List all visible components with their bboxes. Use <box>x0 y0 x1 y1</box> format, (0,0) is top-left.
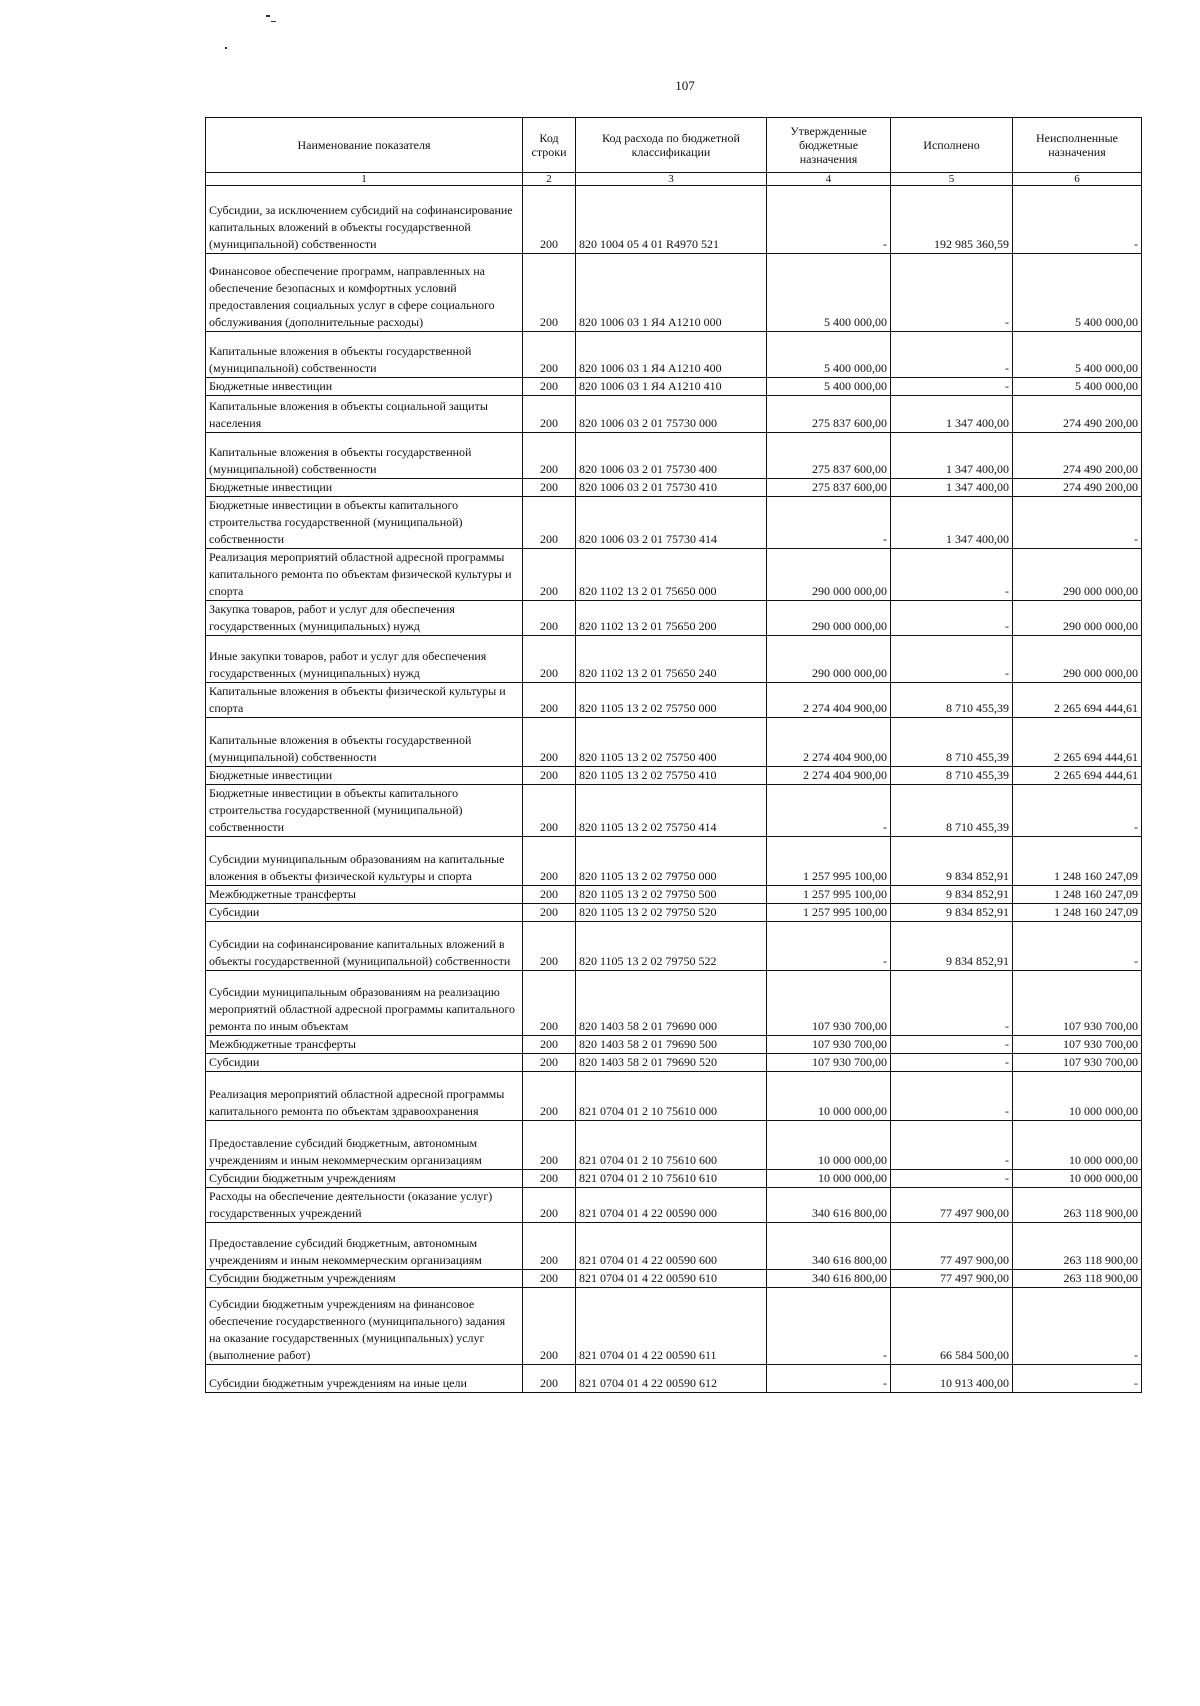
row-line-code: 200 <box>523 1223 576 1270</box>
row-approved-amount: 290 000 000,00 <box>767 636 891 683</box>
row-approved-amount: - <box>767 1365 891 1393</box>
row-indicator-name: Закупка товаров, работ и услуг для обеспечения государственных (муниципальных) нужд <box>206 601 523 636</box>
row-indicator-name: Субсидии бюджетным учреждениям на иные цели <box>206 1365 523 1393</box>
row-line-code: 200 <box>523 396 576 433</box>
row-approved-amount: 5 400 000,00 <box>767 254 891 332</box>
row-indicator-name: Субсидии <box>206 904 523 922</box>
row-budget-code: 820 1006 03 1 Я4 А1210 000 <box>576 254 767 332</box>
row-executed-amount: 1 347 400,00 <box>891 497 1013 549</box>
table-row <box>206 396 1142 433</box>
row-executed-amount: 9 834 852,91 <box>891 886 1013 904</box>
table-row <box>206 1365 1142 1393</box>
table-row <box>206 971 1142 1036</box>
row-executed-amount: - <box>891 1121 1013 1170</box>
row-approved-amount: 5 400 000,00 <box>767 378 891 396</box>
row-indicator-name: Иные закупки товаров, работ и услуг для обеспечения государственных (муниципальных) нужд <box>206 636 523 683</box>
row-executed-amount: - <box>891 1054 1013 1072</box>
row-approved-amount: 290 000 000,00 <box>767 601 891 636</box>
row-unexecuted-amount: - <box>1013 186 1142 254</box>
row-indicator-name: Бюджетные инвестиции <box>206 479 523 497</box>
row-budget-code: 820 1006 03 1 Я4 А1210 400 <box>576 332 767 378</box>
row-line-code: 200 <box>523 378 576 396</box>
row-budget-code: 820 1105 13 2 02 79750 000 <box>576 837 767 886</box>
row-indicator-name: Межбюджетные трансферты <box>206 1036 523 1054</box>
row-budget-code: 820 1006 03 1 Я4 А1210 410 <box>576 378 767 396</box>
row-line-code: 200 <box>523 1072 576 1121</box>
row-executed-amount: - <box>891 636 1013 683</box>
row-approved-amount: - <box>767 922 891 971</box>
row-unexecuted-amount: 263 118 900,00 <box>1013 1270 1142 1288</box>
column-number: 4 <box>767 173 891 186</box>
table-row <box>206 1121 1142 1170</box>
row-line-code: 200 <box>523 1170 576 1188</box>
table-row <box>206 1270 1142 1288</box>
table-row <box>206 1036 1142 1054</box>
row-executed-amount: 8 710 455,39 <box>891 718 1013 767</box>
row-unexecuted-amount: - <box>1013 1365 1142 1393</box>
row-unexecuted-amount: 1 248 160 247,09 <box>1013 886 1142 904</box>
row-indicator-name: Субсидии бюджетным учреждениям <box>206 1270 523 1288</box>
row-executed-amount: 77 497 900,00 <box>891 1270 1013 1288</box>
row-unexecuted-amount: 2 265 694 444,61 <box>1013 683 1142 718</box>
table-row <box>206 1072 1142 1121</box>
row-executed-amount: 77 497 900,00 <box>891 1188 1013 1223</box>
row-approved-amount: 107 930 700,00 <box>767 971 891 1036</box>
header-row <box>206 118 1142 173</box>
row-budget-code: 820 1006 03 2 01 75730 410 <box>576 479 767 497</box>
row-line-code: 200 <box>523 497 576 549</box>
row-executed-amount: - <box>891 971 1013 1036</box>
row-approved-amount: - <box>767 785 891 837</box>
row-approved-amount: 275 837 600,00 <box>767 433 891 479</box>
table-row <box>206 1054 1142 1072</box>
header-approved: Утвержденные бюджетные назначения <box>767 118 891 173</box>
row-budget-code: 820 1102 13 2 01 75650 000 <box>576 549 767 601</box>
row-budget-code: 820 1403 58 2 01 79690 520 <box>576 1054 767 1072</box>
table-row <box>206 549 1142 601</box>
row-budget-code: 820 1006 03 2 01 75730 400 <box>576 433 767 479</box>
row-line-code: 200 <box>523 922 576 971</box>
row-executed-amount: - <box>891 1170 1013 1188</box>
row-indicator-name: Бюджетные инвестиции в объекты капитального строительства государственной (муниципальной) собственности <box>206 497 523 549</box>
table-row <box>206 785 1142 837</box>
row-approved-amount: - <box>767 186 891 254</box>
row-unexecuted-amount: 2 265 694 444,61 <box>1013 718 1142 767</box>
row-approved-amount: 275 837 600,00 <box>767 479 891 497</box>
header-executed: Исполнено <box>891 118 1013 173</box>
row-budget-code: 821 0704 01 2 10 75610 610 <box>576 1170 767 1188</box>
row-approved-amount: 290 000 000,00 <box>767 549 891 601</box>
row-indicator-name: Реализация мероприятий областной адресной программы капитального ремонта по объектам здравоохранения <box>206 1072 523 1121</box>
row-line-code: 200 <box>523 785 576 837</box>
row-approved-amount: 107 930 700,00 <box>767 1054 891 1072</box>
row-budget-code: 821 0704 01 4 22 00590 612 <box>576 1365 767 1393</box>
table-row <box>206 479 1142 497</box>
row-unexecuted-amount: 107 930 700,00 <box>1013 1036 1142 1054</box>
row-indicator-name: Субсидии бюджетным учреждениям на финансовое обеспечение государственного (муниципального) задания на оказание государственных (муниципальных) услуг (выполнение работ) <box>206 1288 523 1365</box>
row-indicator-name: Финансовое обеспечение программ, направленных на обеспечение безопасных и комфортных условий предоставления социальных услуг в сфере социального обслуживания (дополнительные расходы) <box>206 254 523 332</box>
row-approved-amount: 107 930 700,00 <box>767 1036 891 1054</box>
row-unexecuted-amount: 290 000 000,00 <box>1013 549 1142 601</box>
row-unexecuted-amount: 5 400 000,00 <box>1013 378 1142 396</box>
table-row <box>206 1188 1142 1223</box>
page-number: 107 <box>675 78 695 93</box>
row-unexecuted-amount: - <box>1013 1288 1142 1365</box>
budget-report-table <box>205 117 1142 1393</box>
column-number: 5 <box>891 173 1013 186</box>
row-executed-amount: 1 347 400,00 <box>891 479 1013 497</box>
row-budget-code: 820 1006 03 2 01 75730 414 <box>576 497 767 549</box>
column-number: 6 <box>1013 173 1142 186</box>
row-executed-amount: - <box>891 378 1013 396</box>
row-approved-amount: - <box>767 1288 891 1365</box>
row-indicator-name: Субсидии <box>206 1054 523 1072</box>
scan-speck <box>225 47 227 49</box>
row-approved-amount: 340 616 800,00 <box>767 1223 891 1270</box>
table-row <box>206 683 1142 718</box>
row-indicator-name: Субсидии муниципальным образованиям на капитальные вложения в объекты физической культуры и спорта <box>206 837 523 886</box>
table-row <box>206 767 1142 785</box>
row-executed-amount: 1 347 400,00 <box>891 433 1013 479</box>
row-executed-amount: 9 834 852,91 <box>891 837 1013 886</box>
row-line-code: 200 <box>523 718 576 767</box>
row-approved-amount: 2 274 404 900,00 <box>767 767 891 785</box>
row-budget-code: 820 1004 05 4 01 R4970 521 <box>576 186 767 254</box>
row-unexecuted-amount: 10 000 000,00 <box>1013 1170 1142 1188</box>
row-indicator-name: Капитальные вложения в объекты физической культуры и спорта <box>206 683 523 718</box>
row-line-code: 200 <box>523 1288 576 1365</box>
row-executed-amount: 8 710 455,39 <box>891 683 1013 718</box>
row-executed-amount: 9 834 852,91 <box>891 922 1013 971</box>
row-line-code: 200 <box>523 186 576 254</box>
row-unexecuted-amount: 274 490 200,00 <box>1013 479 1142 497</box>
row-indicator-name: Реализация мероприятий областной адресной программы капитального ремонта по объектам физической культуры и спорта <box>206 549 523 601</box>
row-line-code: 200 <box>523 549 576 601</box>
row-unexecuted-amount: 263 118 900,00 <box>1013 1188 1142 1223</box>
row-budget-code: 821 0704 01 2 10 75610 000 <box>576 1072 767 1121</box>
table-row <box>206 886 1142 904</box>
table-row <box>206 332 1142 378</box>
row-line-code: 200 <box>523 1121 576 1170</box>
row-budget-code: 820 1006 03 2 01 75730 000 <box>576 396 767 433</box>
row-indicator-name: Предоставление субсидий бюджетным, автономным учреждениям и иным некоммерческим организациям <box>206 1223 523 1270</box>
row-indicator-name: Субсидии муниципальным образованиям на реализацию мероприятий областной адресной программы капитального ремонта по иным объектам <box>206 971 523 1036</box>
column-number: 2 <box>523 173 576 186</box>
row-line-code: 200 <box>523 886 576 904</box>
header-unexecuted: Неисполненные назначения <box>1013 118 1142 173</box>
row-budget-code: 820 1403 58 2 01 79690 500 <box>576 1036 767 1054</box>
table-row <box>206 1288 1142 1365</box>
row-line-code: 200 <box>523 1036 576 1054</box>
row-indicator-name: Субсидии на софинансирование капитальных вложений в объекты государственной (муниципальной) собственности <box>206 922 523 971</box>
column-numbers-row <box>206 173 1142 186</box>
scan-speck <box>266 15 270 17</box>
row-unexecuted-amount: 1 248 160 247,09 <box>1013 904 1142 922</box>
row-budget-code: 820 1102 13 2 01 75650 200 <box>576 601 767 636</box>
row-indicator-name: Капитальные вложения в объекты государственной (муниципальной) собственности <box>206 433 523 479</box>
table-row <box>206 497 1142 549</box>
table-row <box>206 837 1142 886</box>
row-budget-code: 821 0704 01 4 22 00590 600 <box>576 1223 767 1270</box>
table-body <box>206 186 1142 1393</box>
table-row <box>206 718 1142 767</box>
row-indicator-name: Бюджетные инвестиции в объекты капитального строительства государственной (муниципальной) собственности <box>206 785 523 837</box>
table-row <box>206 186 1142 254</box>
row-indicator-name: Капитальные вложения в объекты социальной защиты населения <box>206 396 523 433</box>
table-row <box>206 922 1142 971</box>
row-executed-amount: 77 497 900,00 <box>891 1223 1013 1270</box>
row-executed-amount: 8 710 455,39 <box>891 785 1013 837</box>
row-approved-amount: 275 837 600,00 <box>767 396 891 433</box>
row-approved-amount: 340 616 800,00 <box>767 1188 891 1223</box>
row-unexecuted-amount: 107 930 700,00 <box>1013 971 1142 1036</box>
row-executed-amount: - <box>891 1072 1013 1121</box>
row-approved-amount: 1 257 995 100,00 <box>767 837 891 886</box>
row-approved-amount: 10 000 000,00 <box>767 1121 891 1170</box>
row-approved-amount: 1 257 995 100,00 <box>767 904 891 922</box>
row-executed-amount: 1 347 400,00 <box>891 396 1013 433</box>
row-indicator-name: Межбюджетные трансферты <box>206 886 523 904</box>
row-line-code: 200 <box>523 1365 576 1393</box>
row-executed-amount: - <box>891 549 1013 601</box>
row-unexecuted-amount: 1 248 160 247,09 <box>1013 837 1142 886</box>
table-row <box>206 433 1142 479</box>
column-number: 3 <box>576 173 767 186</box>
row-executed-amount: - <box>891 254 1013 332</box>
row-approved-amount: 5 400 000,00 <box>767 332 891 378</box>
row-unexecuted-amount: 290 000 000,00 <box>1013 601 1142 636</box>
header-indicator-name: Наименование показателя <box>206 118 523 173</box>
row-indicator-name: Бюджетные инвестиции <box>206 378 523 396</box>
table-row <box>206 1170 1142 1188</box>
row-indicator-name: Бюджетные инвестиции <box>206 767 523 785</box>
row-line-code: 200 <box>523 254 576 332</box>
header-budget-code: Код расхода по бюджетной классификации <box>576 118 767 173</box>
row-executed-amount: 66 584 500,00 <box>891 1288 1013 1365</box>
row-approved-amount: 340 616 800,00 <box>767 1270 891 1288</box>
table-row <box>206 378 1142 396</box>
row-unexecuted-amount: 10 000 000,00 <box>1013 1121 1142 1170</box>
row-line-code: 200 <box>523 904 576 922</box>
row-approved-amount: 10 000 000,00 <box>767 1072 891 1121</box>
table-row <box>206 254 1142 332</box>
row-line-code: 200 <box>523 433 576 479</box>
row-executed-amount: 10 913 400,00 <box>891 1365 1013 1393</box>
row-budget-code: 820 1105 13 2 02 75750 410 <box>576 767 767 785</box>
row-line-code: 200 <box>523 479 576 497</box>
row-unexecuted-amount: 274 490 200,00 <box>1013 433 1142 479</box>
row-executed-amount: 8 710 455,39 <box>891 767 1013 785</box>
row-unexecuted-amount: 10 000 000,00 <box>1013 1072 1142 1121</box>
row-line-code: 200 <box>523 332 576 378</box>
row-unexecuted-amount: 5 400 000,00 <box>1013 254 1142 332</box>
row-unexecuted-amount: 5 400 000,00 <box>1013 332 1142 378</box>
row-budget-code: 820 1105 13 2 02 79750 500 <box>576 886 767 904</box>
column-number: 1 <box>206 173 523 186</box>
table-row <box>206 1223 1142 1270</box>
row-approved-amount: 10 000 000,00 <box>767 1170 891 1188</box>
row-unexecuted-amount: 2 265 694 444,61 <box>1013 767 1142 785</box>
row-approved-amount: 2 274 404 900,00 <box>767 718 891 767</box>
row-budget-code: 821 0704 01 4 22 00590 000 <box>576 1188 767 1223</box>
row-indicator-name: Капитальные вложения в объекты государственной (муниципальной) собственности <box>206 332 523 378</box>
row-line-code: 200 <box>523 971 576 1036</box>
row-executed-amount: 9 834 852,91 <box>891 904 1013 922</box>
row-budget-code: 820 1105 13 2 02 75750 000 <box>576 683 767 718</box>
scan-speck <box>271 21 276 22</box>
row-unexecuted-amount: 263 118 900,00 <box>1013 1223 1142 1270</box>
row-line-code: 200 <box>523 601 576 636</box>
row-budget-code: 821 0704 01 2 10 75610 600 <box>576 1121 767 1170</box>
row-approved-amount: - <box>767 497 891 549</box>
row-budget-code: 820 1403 58 2 01 79690 000 <box>576 971 767 1036</box>
table-row <box>206 636 1142 683</box>
row-unexecuted-amount: 274 490 200,00 <box>1013 396 1142 433</box>
row-budget-code: 820 1105 13 2 02 79750 522 <box>576 922 767 971</box>
row-approved-amount: 2 274 404 900,00 <box>767 683 891 718</box>
row-budget-code: 821 0704 01 4 22 00590 611 <box>576 1288 767 1365</box>
row-line-code: 200 <box>523 1188 576 1223</box>
row-executed-amount: - <box>891 601 1013 636</box>
row-executed-amount: - <box>891 1036 1013 1054</box>
header-line-code: Код строки <box>523 118 576 173</box>
row-approved-amount: 1 257 995 100,00 <box>767 886 891 904</box>
row-indicator-name: Расходы на обеспечение деятельности (оказание услуг) государственных учреждений <box>206 1188 523 1223</box>
row-unexecuted-amount: - <box>1013 922 1142 971</box>
row-unexecuted-amount: - <box>1013 497 1142 549</box>
row-unexecuted-amount: 290 000 000,00 <box>1013 636 1142 683</box>
row-indicator-name: Субсидии, за исключением субсидий на софинансирование капитальных вложений в объекты государственной (муниципальной) собственности <box>206 186 523 254</box>
row-unexecuted-amount: - <box>1013 785 1142 837</box>
table-row <box>206 904 1142 922</box>
row-line-code: 200 <box>523 1270 576 1288</box>
row-indicator-name: Субсидии бюджетным учреждениям <box>206 1170 523 1188</box>
row-executed-amount: - <box>891 332 1013 378</box>
row-budget-code: 820 1102 13 2 01 75650 240 <box>576 636 767 683</box>
row-budget-code: 821 0704 01 4 22 00590 610 <box>576 1270 767 1288</box>
row-line-code: 200 <box>523 636 576 683</box>
row-indicator-name: Предоставление субсидий бюджетным, автономным учреждениям и иным некоммерческим организациям <box>206 1121 523 1170</box>
row-line-code: 200 <box>523 1054 576 1072</box>
row-line-code: 200 <box>523 683 576 718</box>
row-budget-code: 820 1105 13 2 02 75750 400 <box>576 718 767 767</box>
row-budget-code: 820 1105 13 2 02 75750 414 <box>576 785 767 837</box>
row-unexecuted-amount: 107 930 700,00 <box>1013 1054 1142 1072</box>
row-line-code: 200 <box>523 767 576 785</box>
row-budget-code: 820 1105 13 2 02 79750 520 <box>576 904 767 922</box>
row-line-code: 200 <box>523 837 576 886</box>
row-indicator-name: Капитальные вложения в объекты государственной (муниципальной) собственности <box>206 718 523 767</box>
row-executed-amount: 192 985 360,59 <box>891 186 1013 254</box>
table-row <box>206 601 1142 636</box>
